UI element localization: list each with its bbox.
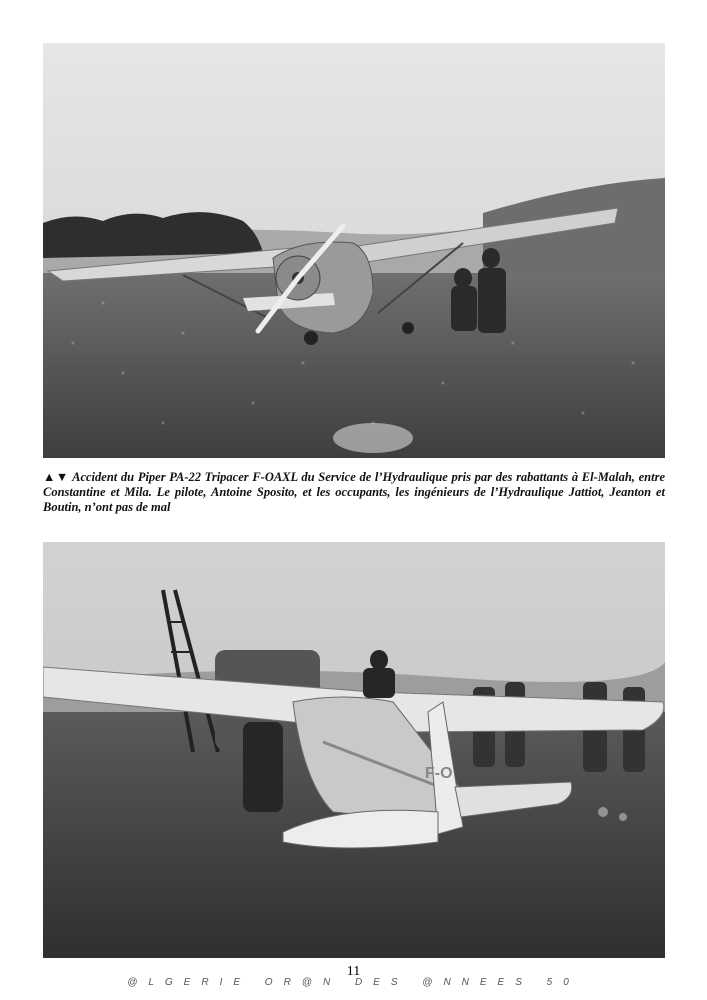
photo-2-illustration: [43, 542, 665, 958]
photo-accident-rear-view: [43, 542, 665, 958]
caption-text: Accident du Piper PA-22 Tripacer F-OAXL du Service de l’Hydraulique pris par des rabattants à El-Malah, entre Constantine et Mila. Le pilote, Antoine Sposito, et les occupants, les ingénieurs de l’Hydraulique Jattiot, Jeanton et Boutin, n’ont pas de mal: [43, 470, 666, 514]
photo-1-illustration: [43, 43, 665, 458]
page-number: 11: [346, 964, 361, 979]
page-footer: @LGERIE OR@N DES @NNEES 50: [127, 977, 580, 988]
photo-caption: [43, 470, 665, 515]
arrow-up-down-icon: ▲▼: [43, 470, 69, 484]
fuselage-registration-text: F-O: [425, 765, 453, 782]
photo-accident-front-view: [43, 43, 665, 458]
